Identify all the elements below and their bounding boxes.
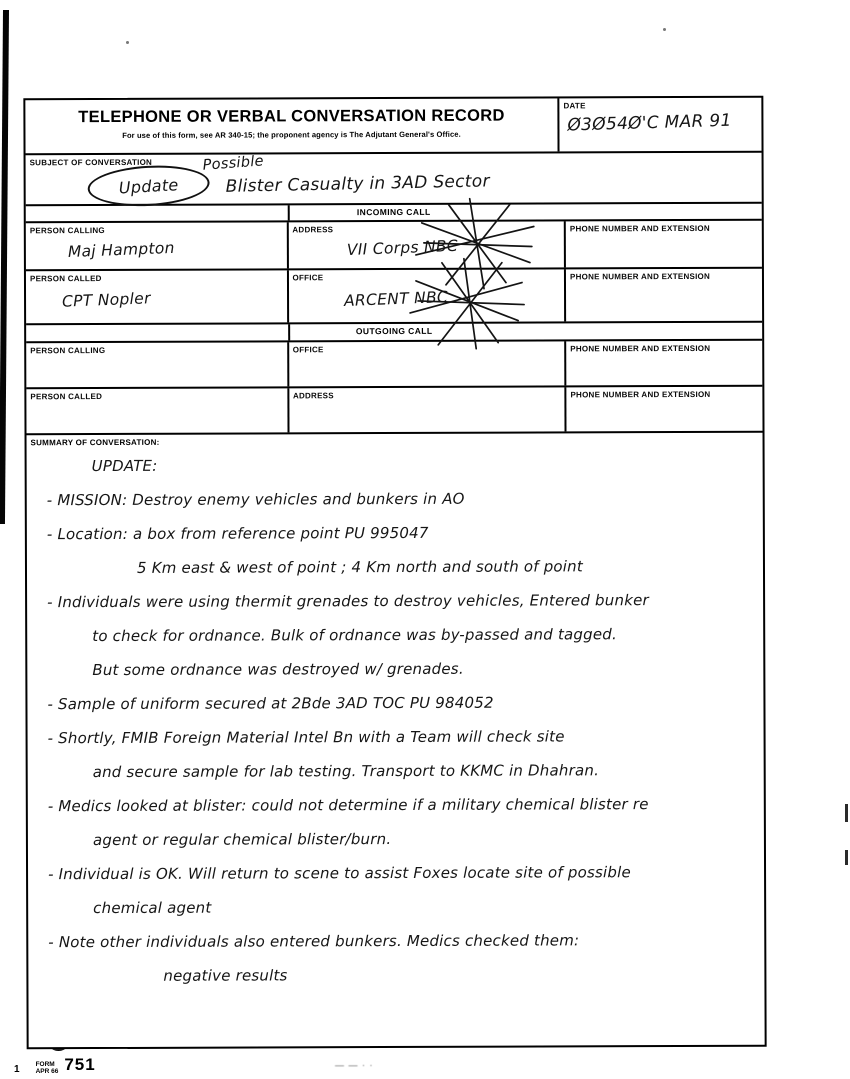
summary-section [27,433,765,1052]
form-number-block [14,1055,96,1075]
summary-label: SUMMARY OF CONVERSATION: [30,437,160,448]
address-field [289,387,567,432]
scan-speck [663,28,666,31]
pen-scribble-icon [394,196,555,357]
pen-edge-mark [845,850,848,865]
summary-line: - Location: a box from reference point PU 995047 [46,523,429,544]
outgoing-row-2 [26,387,762,436]
phone-field [566,269,762,322]
subject-label: SUBJECT OF CONVERSATION [29,157,153,168]
date-label: DATE [563,101,586,111]
person-calling-label: PERSON CALLING [30,346,106,356]
address-label: ADDRESS [292,391,334,401]
form-subtitle: For use of this form, see AR 340-15; the proponent agency is The Adjutant General's Office. [122,129,461,140]
summary-line: agent or regular chemical blister/burn. [92,830,392,850]
summary-line: 5 Km east & west of point ; 4 Km north and south of point [136,557,583,577]
scan-edge-bar [0,10,9,524]
summary-line: to check for ordnance. Bulk of ordnance was by-passed and tagged. [92,625,618,646]
person-called-value: CPT Nopler [61,289,152,311]
person-calling-label: PERSON CALLING [29,226,105,236]
telephone-conversation-record-form [23,96,766,1050]
office-value: ARCENT NBC [343,288,448,310]
date-field [557,98,761,152]
scan-speck [126,41,129,44]
office-label: OFFICE [292,345,324,355]
person-calling-field [26,222,289,269]
summary-line: - Shortly, FMIB Foreign Material Intel Bn with a Team will check site [47,727,565,748]
summary-line: chemical agent [93,898,212,918]
phone-label: PHONE NUMBER AND EXTENSION [569,223,710,234]
phone-field [566,221,762,268]
office-label: OFFICE [292,273,324,283]
summary-handwritten-lines [27,447,765,994]
form-title: TELEPHONE OR VERBAL CONVERSATION RECORD [78,106,505,127]
person-calling-value: Maj Hampton [67,238,176,261]
person-calling-field [26,342,289,387]
subject-superscript: Possible [202,153,265,174]
form-header-row [25,98,761,156]
summary-line: But some ordnance was destroyed w/ grenades. [92,659,464,680]
phone-label: PHONE NUMBER AND EXTENSION [570,389,711,400]
date-value-handwritten: Ø3Ø54Ø'C MAR 91 [567,110,732,136]
subject-stamp-text: Update [118,174,180,198]
summary-line: - Individuals were using thermit grenades to destroy vehicles, Entered bunker [47,591,649,612]
summary-line: - Note other individuals also entered bunkers. Medics checked them: [48,931,580,952]
address-value: VII Corps NBC [346,236,458,260]
footer-edition [36,1061,59,1075]
scan-smudge: — — · · [335,1060,374,1070]
footer-form-word: FORM [35,1061,55,1068]
summary-line: - Sample of uniform secured at 2Bde 3AD TOC PU 984052 [47,693,494,714]
footer-edition-date: APR 66 [35,1068,59,1075]
summary-line: - Individual is OK. Will return to scene to assist Foxes locate site of possible [48,863,631,884]
subject-value-handwritten: Blister Casualty in 3AD Sector [225,171,490,197]
footer-form-number: 751 [64,1055,96,1074]
summary-field [27,433,765,1052]
footer-prefix: 1 [14,1064,20,1075]
address-label: ADDRESS [292,225,334,235]
circled-annotation [87,162,211,209]
person-called-field [26,270,289,323]
person-called-label: PERSON CALLED [30,392,103,402]
incoming-call-label: INCOMING CALL [356,206,431,218]
summary-line: - MISSION: Destroy enemy vehicles and bunkers in AO [46,489,465,510]
person-called-label: PERSON CALLED [29,274,102,284]
phone-label: PHONE NUMBER AND EXTENSION [570,271,711,282]
pen-edge-mark [845,804,848,822]
summary-line: UPDATE: [91,456,158,476]
phone-field [566,387,762,432]
summary-line: - Medics looked at blister: could not determine if a military chemical blister re [47,795,649,816]
outgoing-call-label: OUTGOING CALL [355,325,433,337]
summary-line: negative results [163,966,288,985]
summary-line: and secure sample for lab testing. Transport to KKMC in Dhahran. [92,761,600,782]
person-called-field [26,388,289,433]
phone-label: PHONE NUMBER AND EXTENSION [570,343,711,354]
phone-field [566,341,762,386]
form-title-block [25,98,557,153]
